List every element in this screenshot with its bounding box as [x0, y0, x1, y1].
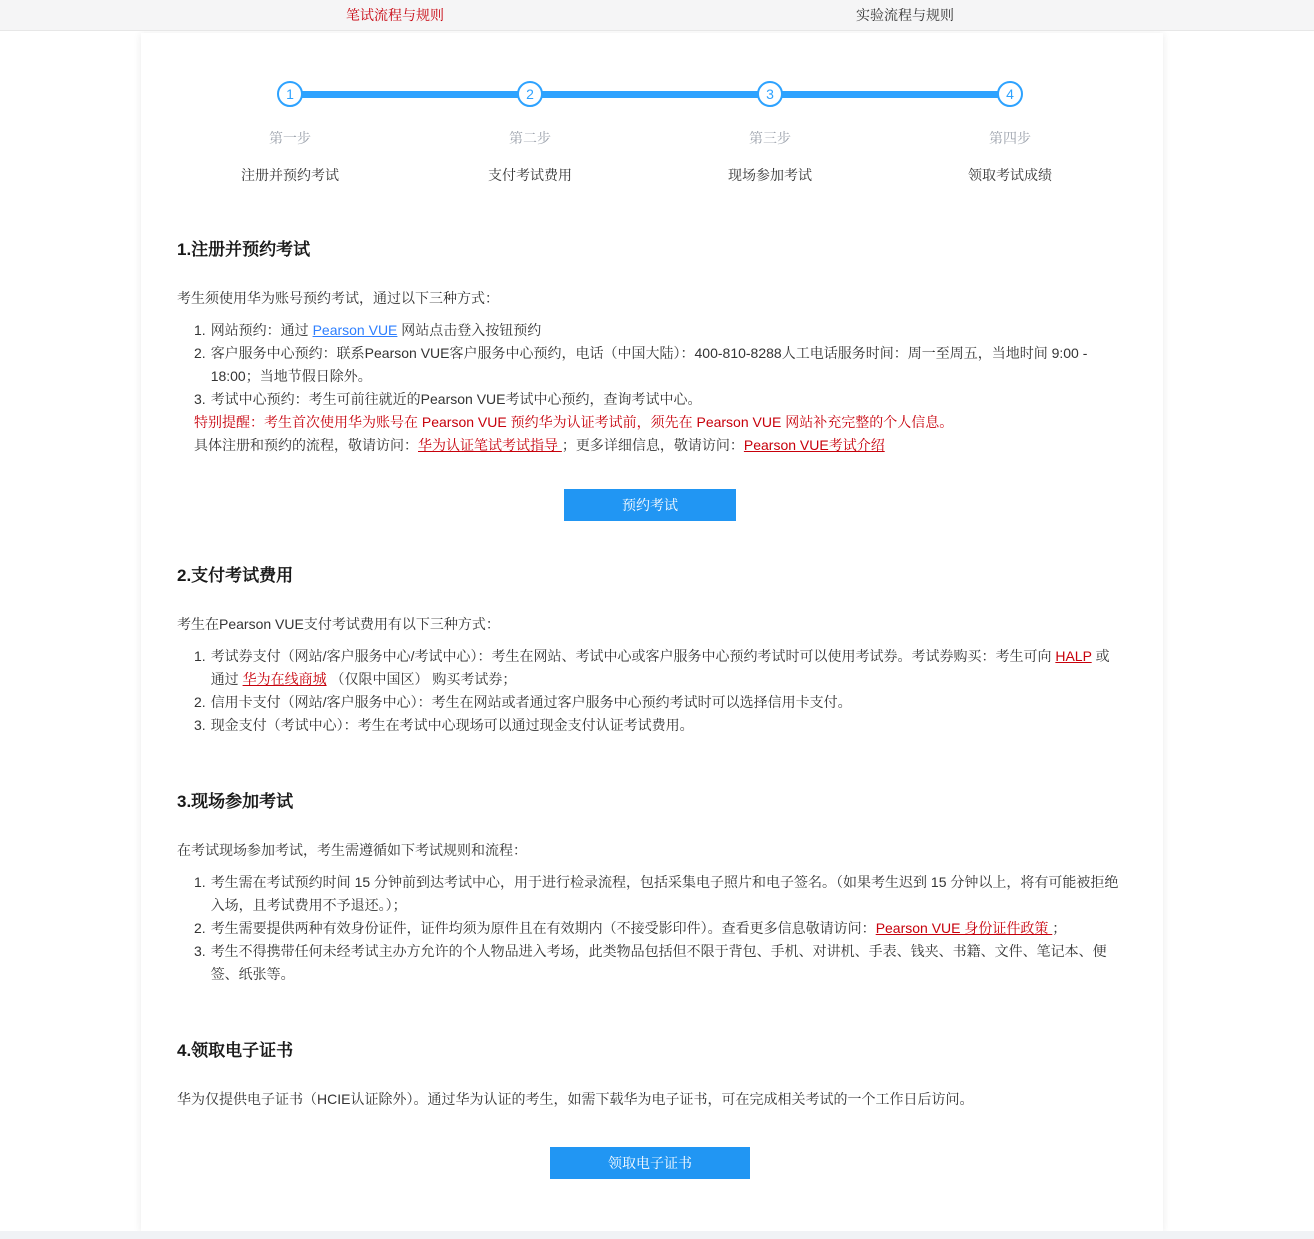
text-segment: ；更多详细信息，敬请访问： [561, 437, 744, 453]
tab-written-exam-rules[interactable]: 笔试流程与规则 [346, 7, 444, 23]
text-segment: （仅限中国区） 购买考试券； [326, 671, 517, 687]
written-exam-guide-link[interactable]: 华为认证笔试考试指导 [418, 437, 562, 453]
list-item-text: 客户服务中心预约：联系Pearson VUE客户服务中心预约，电话（中国大陆）：400-810-8288人工电话服务时间：周一至周五，当地时间 9:00 - 18:00；当地节假日除外。 [210, 345, 1088, 384]
section-2-list [177, 645, 1123, 737]
list-item-number: 2. [194, 345, 206, 361]
list-item-number: 1. [194, 648, 206, 664]
text-segment: 考生需要提供两种有效身份证件，证件均须为原件且在有效期内（不接受影印件）。查看更多信息敬请访问： [210, 920, 876, 936]
list-item-number: 1. [194, 322, 206, 338]
step-1-circle: 1 [277, 81, 303, 107]
section-1-intro: 考生须使用华为账号预约考试，通过以下三种方式： [177, 290, 499, 306]
list-item-number: 3. [194, 717, 206, 733]
list-item-text: 考生需在考试预约时间 15 分钟前到达考试中心，用于进行检录流程，包括采集电子照片和电子签名。（如果考生迟到 15 分钟以上，将有可能被拒绝入场，且考试费用不予退还。）； [210, 874, 1119, 913]
step-2-label: 第二步 [509, 130, 551, 146]
section-pay-exam-fee [177, 561, 1123, 737]
step-3-circle: 3 [757, 81, 783, 107]
huawei-online-mall-link[interactable]: 华为在线商城 [242, 671, 327, 687]
guide-links-line [194, 434, 1123, 457]
section-1-list [177, 319, 1123, 411]
text-segment: 考试券支付（网站/客户服务中心/考试中心）：考生在网站、考试中心或客户服务中心预约考试时可以使用考试券。考试券购买：考生可向 [210, 648, 1056, 664]
step-2-name: 支付考试费用 [488, 167, 572, 183]
page-bottom-strip [0, 1231, 1314, 1239]
list-item-text [211, 645, 1123, 691]
list-item [194, 714, 1123, 737]
stepper-step-3 [710, 81, 830, 185]
text-segment: ； [1052, 920, 1067, 936]
top-tab-bar [0, 0, 1314, 31]
list-item-text: 考试中心预约：考生可前往就近的Pearson VUE考试中心预约，查询考试中心。 [210, 391, 702, 407]
step-3-label: 第三步 [749, 130, 791, 146]
special-reminder-text: 特别提醒：考生首次使用华为账号在 Pearson VUE 预约华为认证考试前，须先在 Pearson VUE 网站补充完整的个人信息。 [194, 414, 954, 430]
section-2-intro: 考生在Pearson VUE支付考试费用有以下三种方式： [177, 616, 500, 632]
text-segment: 网站点击登入按钮预约 [397, 322, 542, 338]
text-segment: 具体注册和预约的流程，敬请访问： [194, 437, 418, 453]
section-4-intro: 华为仅提供电子证书（HCIE认证除外）。通过华为认证的考生，如需下载华为电子证书，可在完成相关考试的一个工作日后访问。 [177, 1091, 974, 1107]
list-item-text: 考生不得携带任何未经考试主办方允许的个人物品进入考场，此类物品包括但不限于背包、手机、对讲机、手表、钱夹、书籍、文件、笔记本、便签、纸张等。 [210, 943, 1107, 982]
list-item [194, 940, 1123, 986]
section-3-list [177, 871, 1123, 986]
list-item-number: 1. [194, 874, 206, 890]
step-3-name: 现场参加考试 [728, 167, 812, 183]
list-item-number: 2. [194, 694, 206, 710]
list-item [194, 871, 1123, 917]
list-item [194, 645, 1123, 691]
list-item [194, 319, 1123, 342]
section-get-certificate [177, 1036, 1123, 1179]
step-4-circle: 4 [997, 81, 1023, 107]
stepper-step-2 [470, 81, 590, 185]
list-item-text: 现金支付（考试中心）：考生在考试中心现场可以通过现金支付认证考试费用。 [210, 717, 694, 733]
halp-link[interactable]: HALP [1055, 648, 1092, 664]
pearson-vue-id-policy-link[interactable]: Pearson VUE 身份证件政策 [875, 920, 1053, 936]
step-1-label: 第一步 [269, 130, 311, 146]
stepper-step-1 [230, 81, 350, 185]
list-item [194, 691, 1123, 714]
section-3-intro: 在考试现场参加考试，考生需遵循如下考试规则和流程： [177, 842, 527, 858]
get-certificate-button-row [177, 1147, 1123, 1179]
exam-steps-stepper [230, 81, 1070, 185]
list-item-number: 3. [194, 391, 206, 407]
section-4-heading: 4.领取电子证书 [177, 1041, 294, 1060]
stepper-connector-line [290, 91, 1010, 98]
book-exam-button-row [177, 489, 1123, 521]
section-1-heading: 1.注册并预约考试 [177, 240, 311, 259]
list-item [194, 917, 1123, 940]
book-exam-button[interactable]: 预约考试 [564, 489, 736, 521]
step-4-label: 第四步 [989, 130, 1031, 146]
pearson-vue-link[interactable]: Pearson VUE [312, 322, 398, 338]
list-item [194, 388, 1123, 411]
list-item-text [211, 917, 1067, 940]
tab-lab-exam-rules[interactable]: 实验流程与规则 [856, 7, 954, 23]
section-register-and-book [177, 235, 1123, 521]
list-item-text: 信用卡支付（网站/客户服务中心）：考生在网站或者通过客户服务中心预约考试时可以选择信用卡支付。 [210, 694, 852, 710]
stepper-step-4 [950, 81, 1070, 185]
text-segment: 或通过 [210, 648, 1110, 687]
pearson-vue-exam-intro-link[interactable]: Pearson VUE考试介绍 [743, 437, 885, 453]
section-2-heading: 2.支付考试费用 [177, 566, 294, 585]
content-card [141, 33, 1163, 1231]
list-item-number: 2. [194, 920, 206, 936]
section-attend-exam [177, 787, 1123, 986]
step-4-name: 领取考试成绩 [968, 167, 1052, 183]
list-item [194, 342, 1123, 388]
text-segment: 网站预约：通过 [210, 322, 313, 338]
list-item-number: 3. [194, 943, 206, 959]
step-2-circle: 2 [517, 81, 543, 107]
step-1-name: 注册并预约考试 [241, 167, 339, 183]
section-3-heading: 3.现场参加考试 [177, 792, 294, 811]
get-certificate-button[interactable]: 领取电子证书 [550, 1147, 750, 1179]
list-item-text [211, 319, 542, 342]
